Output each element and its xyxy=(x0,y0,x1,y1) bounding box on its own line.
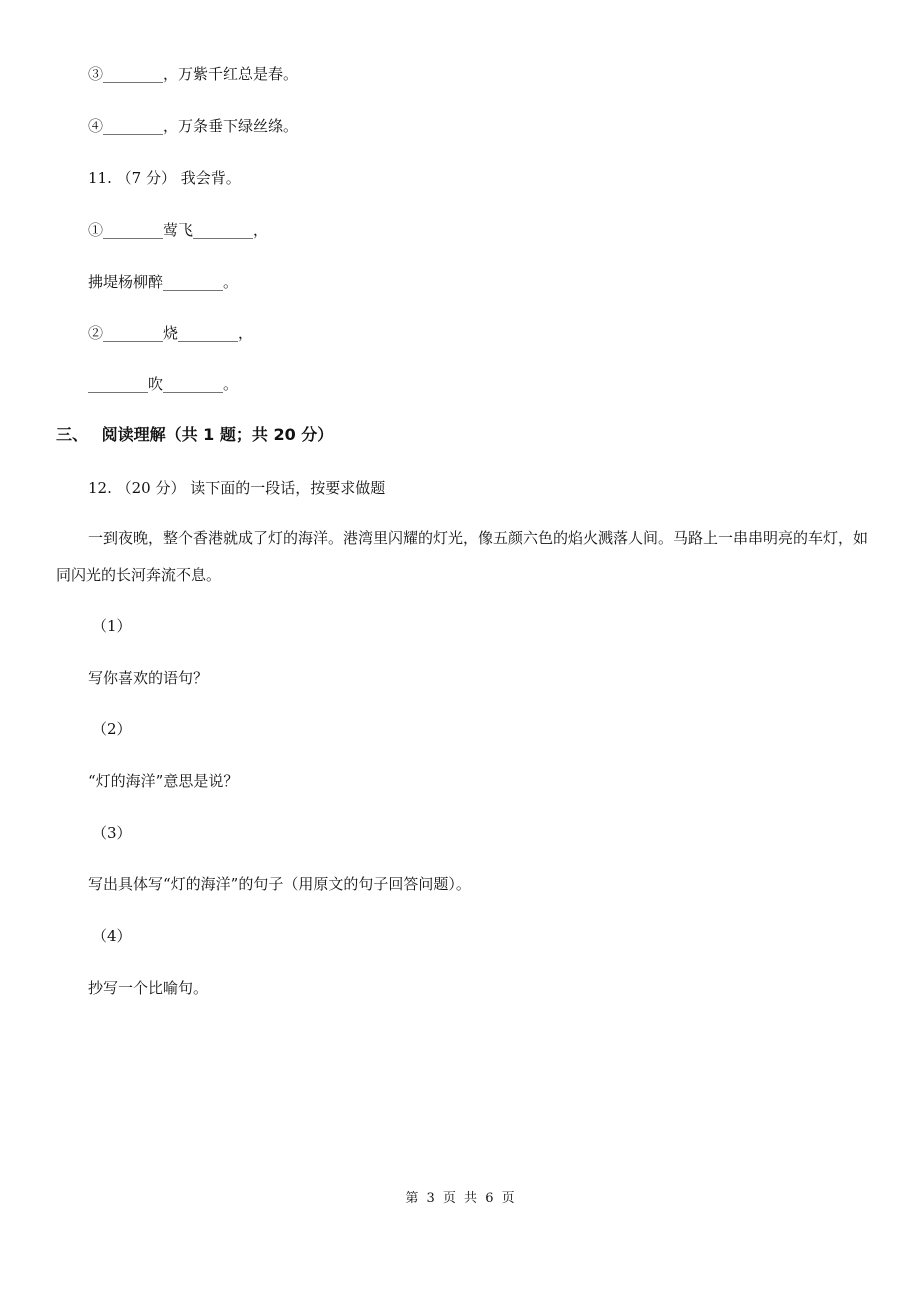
q10-item-4 xyxy=(88,115,298,137)
q10-item-3 xyxy=(88,63,298,85)
answer-blank[interactable]: ________ xyxy=(103,324,164,342)
punctuation: ， xyxy=(253,221,269,239)
q11-header xyxy=(88,167,241,189)
q11-item-2-line-1 xyxy=(88,322,253,344)
reading-passage: 一到夜晚，整个香港就成了灯的海洋。港湾里闪耀的灯光，像五颜六色的焰火溅落人间。马路上一串串明亮的车灯，如同闪光的长河奔流不息。 xyxy=(56,529,869,584)
item-number: ① xyxy=(88,221,104,239)
question-number: 11. xyxy=(88,169,112,187)
item-number: ② xyxy=(88,324,104,342)
punctuation: 。 xyxy=(223,375,239,393)
sub-question-number: （4） xyxy=(92,927,132,945)
sub-question-text: “灯的海洋”意思是说？ xyxy=(88,772,239,790)
sub-question-text: 写你喜欢的语句？ xyxy=(88,669,209,687)
poem-line-text: ，万条垂下绿丝绦。 xyxy=(163,117,299,135)
answer-blank[interactable]: ________ xyxy=(103,221,164,239)
section-heading xyxy=(56,423,333,447)
question-prompt: 读下面的一段话，按要求做题 xyxy=(190,479,386,497)
answer-blank[interactable]: ________ xyxy=(193,221,254,239)
sub-question-number: （2） xyxy=(92,720,132,738)
poem-text: 烧 xyxy=(163,324,179,342)
item-number: ④ xyxy=(88,117,104,135)
page-footer: 第 3 页 共 6 页 xyxy=(405,1191,515,1206)
item-number: ③ xyxy=(88,65,104,83)
answer-blank[interactable]: ________ xyxy=(163,375,224,393)
answer-blank[interactable]: ________ xyxy=(163,273,224,291)
answer-blank[interactable]: ________ xyxy=(103,65,164,83)
poem-text: 莺飞 xyxy=(163,221,194,239)
answer-blank[interactable]: ________ xyxy=(88,375,148,393)
question-score: （20 分） xyxy=(116,479,186,497)
sub-question-number: （3） xyxy=(92,824,132,842)
sub-question-text: 抄写一个比喻句。 xyxy=(88,979,209,997)
punctuation: 。 xyxy=(223,273,239,291)
sub-question-number: （1） xyxy=(92,617,132,635)
question-number: 12. xyxy=(88,479,112,497)
answer-blank[interactable]: ________ xyxy=(103,117,164,135)
question-score: （7 分） xyxy=(116,169,176,187)
section-index: 三、 xyxy=(56,425,89,444)
question-prompt: 我会背。 xyxy=(180,169,241,187)
poem-text: 拂堤杨柳醉 xyxy=(88,273,164,291)
q11-item-1-line-2 xyxy=(88,271,238,293)
sub-question-text: 写出具体写“灯的海洋”的句子（用原文的句子回答问题）。 xyxy=(88,875,471,893)
answer-blank[interactable]: ________ xyxy=(178,324,239,342)
section-title: 阅读理解（共 1 题；共 20 分） xyxy=(101,425,334,444)
q11-item-1-line-1 xyxy=(88,219,268,241)
punctuation: ， xyxy=(238,324,254,342)
q12-header xyxy=(88,477,385,499)
q11-item-2-line-2 xyxy=(88,373,238,395)
poem-line-text: ，万紫千红总是春。 xyxy=(163,65,299,83)
poem-text: 吹 xyxy=(148,375,164,393)
